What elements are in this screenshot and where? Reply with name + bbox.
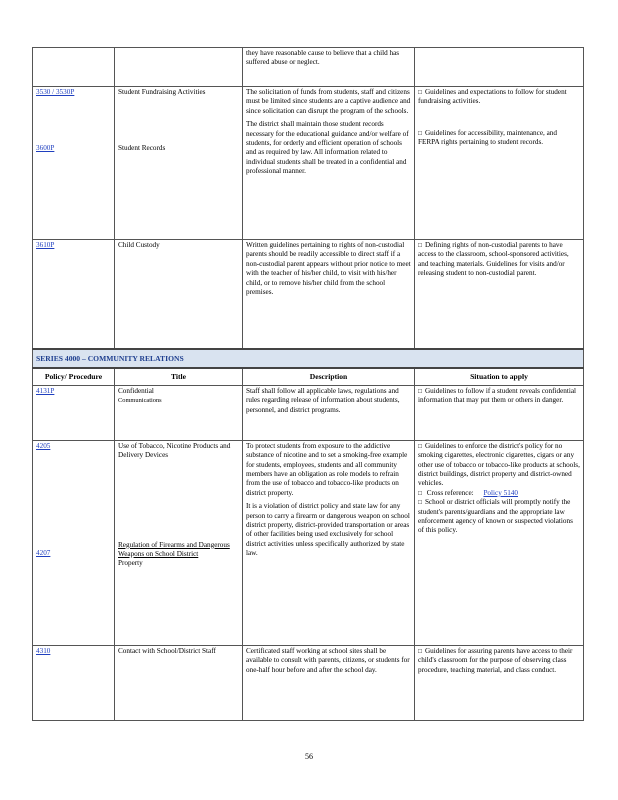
situation-text: □ Guidelines for assuring parents have access to their child's classroom for the purpose of observing class procedure, teaching material, and class conduct. [418, 647, 580, 675]
description-cell [243, 385, 415, 440]
policy-description: The district shall maintain those student records necessary for the educational guidance and/or welfare of students, for orderly and efficient operation of schools and as required by law. All information related to individual students shall be treated in a confidential and professional manner. [246, 120, 409, 176]
situation-text: □ Guidelines to follow if a student reveals confidential information that may put them or others in danger. [418, 387, 580, 406]
policy-title-sub: Communications [118, 397, 162, 405]
title-cell [115, 440, 243, 645]
title-cell [115, 385, 243, 440]
situation-text: □ Guidelines to enforce the district's policy for no smoking cigarettes, electronic cigarettes, cigars or any other use of tobacco or tobacco-like products at schools, district buildings, district property and district-owned vehicles. [418, 442, 580, 489]
policy-description: Written guidelines pertaining to rights of non-custodial parents should be readily accessible to direct staff if a non-custodial parent appears without prior notice to meet with the teacher of his/her child, to visit with his/her child, or to remove his/her child from the school premises. [246, 241, 411, 297]
table-row [33, 87, 584, 240]
table-row [33, 440, 584, 645]
page-number: 56 [305, 752, 313, 761]
cross-reference-label: Cross reference: [426, 488, 474, 497]
policy-code-cell [33, 240, 115, 350]
table-row [33, 240, 584, 350]
situation-cell [415, 645, 584, 720]
description-cell [243, 440, 415, 645]
policy-code-cell [33, 440, 115, 645]
table-row [33, 645, 584, 720]
column-header-title: Title [115, 368, 243, 385]
policy-link-4205[interactable]: 4205 [36, 441, 51, 450]
situation-cell [415, 240, 584, 350]
description-cell: they have reasonable cause to believe that a child has suffered abuse or neglect. [243, 48, 415, 87]
situation-text: □ Defining rights of non-custodial parents to have access to the classroom, school-sponsored activities, and teaching materials. Guidelines for visits and/or releasing student to non-custodial parent. [418, 241, 580, 279]
policy-code-cell [33, 48, 115, 87]
title-cell [115, 87, 243, 240]
table-row [33, 385, 584, 440]
description-cell [243, 87, 415, 240]
description-cell [243, 240, 415, 350]
description-cell [243, 645, 415, 720]
policy-title: Property [118, 559, 143, 568]
policy-title: Regulation of Firearms and Dangerous Weapons on School District [118, 540, 230, 559]
policy-link-3530[interactable]: 3530 / 3530P [36, 88, 75, 96]
column-header-description: Description [243, 368, 415, 385]
series-title: SERIES 4000 – COMMUNITY RELATIONS [33, 349, 584, 368]
policy-description: Certificated staff working at school sites shall be available to consult with parents, citizens, or students for one-half hour before and after the school day. [246, 646, 410, 674]
policy-title: Child Custody [118, 241, 160, 249]
column-header-situation: Situation to apply [415, 368, 584, 385]
policy-description: Staff shall follow all applicable laws, regulations and rules regarding release of information about students, personnel, and district programs. [246, 386, 400, 414]
policy-title: Use of Tobacco, Nicotine Products and Delivery Devices [118, 441, 231, 460]
cross-reference-link[interactable]: Policy 5140 [483, 488, 518, 497]
situation-cell [415, 385, 584, 440]
policy-title: Student Records [118, 144, 166, 153]
policy-title: Contact with School/District Staff [118, 646, 216, 655]
column-header-policy: Policy/ Procedure [33, 368, 115, 385]
policy-title: Student Fundraising Activities [118, 88, 206, 96]
policy-link-4131P[interactable]: 4131P [36, 386, 55, 395]
situation-text: □ Guidelines and expectations to follow for student fundraising activities. [418, 88, 580, 107]
policy-title: Confidential [118, 386, 154, 395]
policy-link-4310[interactable]: 4310 [36, 646, 51, 655]
title-cell [115, 240, 243, 350]
table-row [33, 48, 584, 87]
document-page [32, 47, 583, 721]
policy-description: It is a violation of district policy and state law for any person to carry a firearm or dangerous weapon on school district property, district-provided transportation or areas of other facilities being used exclusively for school district activities unless specifically authorized by state law. [246, 502, 410, 558]
policy-table [32, 47, 584, 721]
situation-cell [415, 48, 584, 87]
series-header-row [33, 349, 584, 368]
column-header-row [33, 368, 584, 385]
policy-description: The solicitation of funds from students, staff and citizens must be limited since students are a captive audience and since solicitation can disrupt the program of the schools. [246, 88, 411, 115]
situation-text: □ Guidelines for accessibility, maintenance, and FERPA rights pertaining to student records. [418, 129, 580, 148]
policy-code-cell [33, 385, 115, 440]
policy-link-4207[interactable]: 4207 [36, 549, 51, 558]
cross-reference [418, 489, 580, 498]
policy-link-3610P[interactable]: 3610P [36, 241, 55, 249]
title-cell [115, 48, 243, 87]
title-cell [115, 645, 243, 720]
situation-cell [415, 87, 584, 240]
situation-cell [415, 440, 584, 645]
policy-code-cell [33, 87, 115, 240]
policy-code-cell [33, 645, 115, 720]
policy-description: To protect students from exposure to the addictive substance of nicotine and to set a smoking-free example for students, employees, students and all community members have an obligation as role models to refrain from the use of tobacco and tobacco-like products on district property. [246, 441, 408, 497]
policy-link-3600P[interactable]: 3600P [36, 144, 55, 153]
situation-text: □ School or district officials will promptly notify the student's parents/guardians and the appropriate law enforcement agency of known or suspected violations of this policy. [418, 498, 580, 536]
